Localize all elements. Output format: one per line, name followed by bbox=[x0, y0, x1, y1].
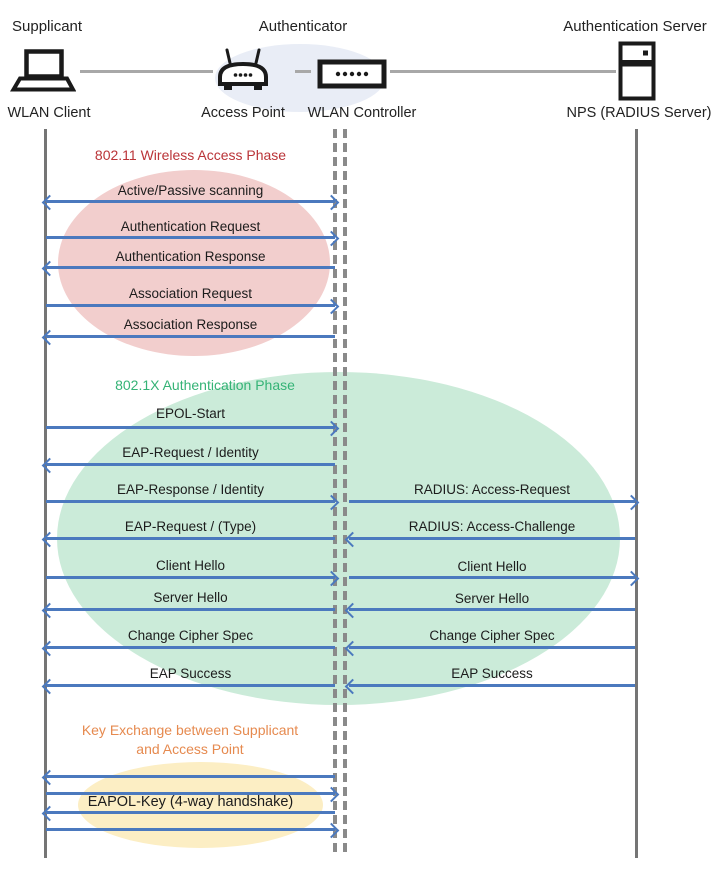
arrow-left bbox=[349, 537, 635, 540]
arrow-right bbox=[46, 426, 335, 429]
arrow-left bbox=[46, 775, 335, 778]
connector-line bbox=[80, 70, 213, 73]
access-point-icon bbox=[215, 47, 271, 97]
eapol-key-label: EAPOL-Key (4-way handshake) bbox=[87, 794, 294, 810]
connector-line bbox=[390, 70, 616, 73]
connector-line bbox=[295, 70, 311, 73]
arrow-left bbox=[349, 646, 635, 649]
message-label: Association Request bbox=[128, 286, 253, 301]
arrow-left bbox=[46, 608, 335, 611]
arrow-both bbox=[46, 200, 335, 203]
arrow-left bbox=[46, 537, 335, 540]
message-label: Association Response bbox=[123, 317, 258, 332]
message-label: RADIUS: Access-Request bbox=[413, 482, 571, 497]
arrow-right bbox=[46, 828, 335, 831]
arrow-left bbox=[46, 266, 335, 269]
message-label: Server Hello bbox=[454, 591, 530, 606]
node-label-nps-radius-server: NPS (RADIUS Server) bbox=[566, 105, 712, 121]
arrow-left bbox=[349, 684, 635, 687]
phase2-title: 802.1X Authentication Phase bbox=[115, 377, 295, 393]
message-label: RADIUS: Access-Challenge bbox=[408, 519, 576, 534]
role-supplicant: Supplicant bbox=[12, 18, 83, 35]
lifeline-nps-server bbox=[635, 129, 638, 858]
laptop-icon bbox=[10, 49, 76, 94]
arrow-right bbox=[46, 576, 335, 579]
message-label: Change Cipher Spec bbox=[429, 628, 555, 643]
message-label: Server Hello bbox=[153, 590, 228, 605]
message-label: EPOL-Start bbox=[155, 406, 226, 421]
arrow-right bbox=[349, 576, 635, 579]
message-label: Authentication Response bbox=[115, 249, 266, 264]
message-label: EAP-Response / Identity bbox=[116, 482, 265, 497]
message-label: Client Hello bbox=[155, 558, 226, 573]
message-label: EAP-Request / Identity bbox=[122, 445, 259, 460]
server-icon bbox=[618, 41, 656, 101]
arrow-left bbox=[349, 608, 635, 611]
arrow-right bbox=[46, 304, 335, 307]
lifeline-controller-dashed-right bbox=[343, 129, 347, 855]
arrow-left bbox=[46, 335, 335, 338]
arrow-left bbox=[46, 646, 335, 649]
arrow-left bbox=[46, 811, 335, 814]
phase3-title: Key Exchange between Supplicant and Access Point bbox=[81, 722, 299, 757]
message-label: EAP Success bbox=[149, 666, 232, 681]
node-label-wlan-controller: WLAN Controller bbox=[307, 105, 417, 121]
arrow-left bbox=[46, 684, 335, 687]
role-authenticator: Authenticator bbox=[258, 18, 348, 35]
message-label: EAP Success bbox=[451, 666, 533, 681]
node-label-access-point: Access Point bbox=[201, 105, 285, 121]
wlan-controller-icon bbox=[317, 59, 387, 89]
message-label: Change Cipher Spec bbox=[127, 628, 254, 643]
arrow-left bbox=[46, 463, 335, 466]
phase1-title: 802.11 Wireless Access Phase bbox=[94, 147, 287, 163]
message-label: Client Hello bbox=[457, 559, 527, 574]
message-label: Active/Passive scanning bbox=[117, 183, 264, 198]
message-label: EAP-Request / (Type) bbox=[124, 519, 257, 534]
node-label-wlan-client: WLAN Client bbox=[7, 105, 91, 121]
arrow-right bbox=[46, 236, 335, 239]
message-label: Authentication Request bbox=[120, 219, 261, 234]
arrow-right bbox=[46, 500, 335, 503]
arrow-right bbox=[349, 500, 635, 503]
role-authentication-server: Authentication Server bbox=[563, 18, 707, 35]
